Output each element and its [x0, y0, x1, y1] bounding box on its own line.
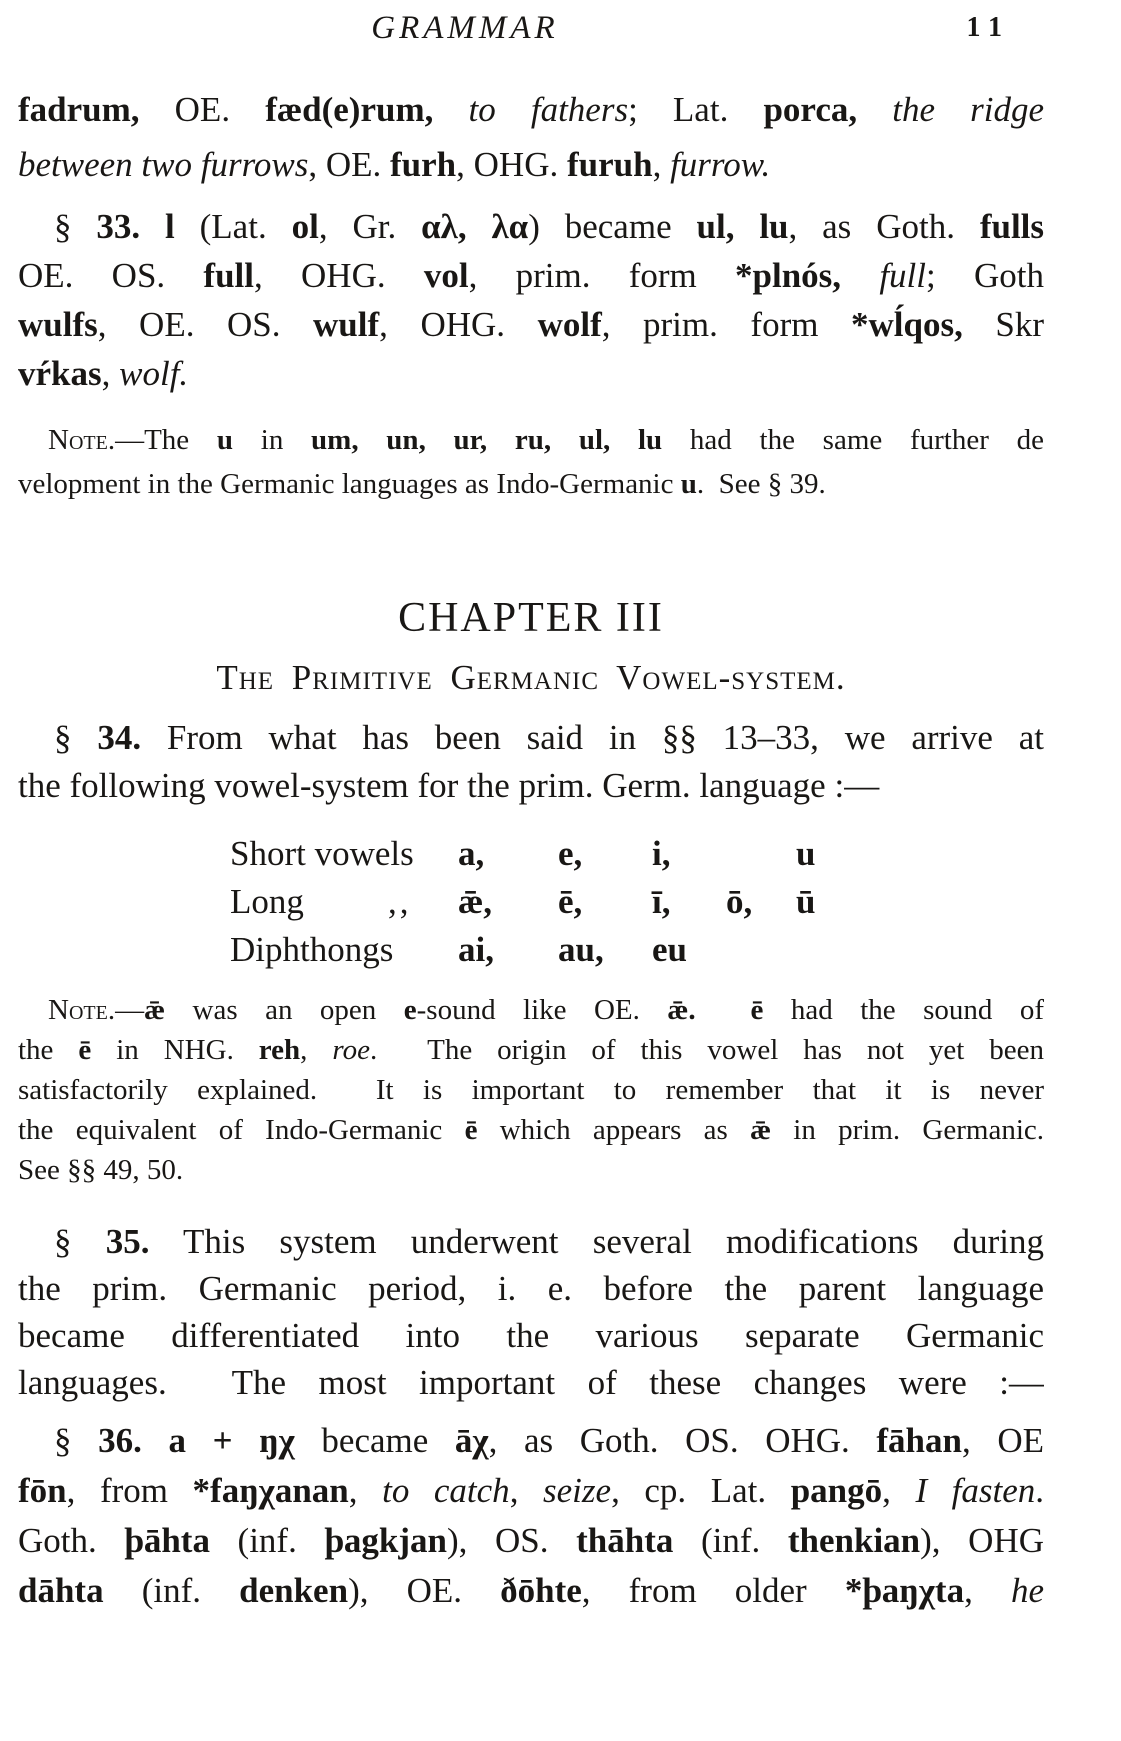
text-run: , as Goth. OS. OHG.: [488, 1421, 877, 1460]
paragraph-section-35: [18, 1218, 1044, 1406]
text-run: , OHG.: [456, 145, 567, 184]
text-run: a + ŋχ: [168, 1421, 295, 1460]
text-line: [18, 418, 1044, 462]
text-line: [18, 1416, 1044, 1466]
vowel-cell: ī,: [652, 882, 671, 921]
text-run: ul, lu: [696, 207, 789, 246]
text-run: , OHG.: [254, 256, 424, 295]
text-run: roe: [332, 1034, 370, 1066]
text-run: the ridge: [892, 90, 1044, 129]
vowel-cell: au,: [558, 930, 604, 969]
text-run: ), OE.: [348, 1571, 501, 1610]
text-run: reh: [258, 1034, 301, 1066]
text-run: e: [403, 994, 417, 1026]
text-run: ,: [652, 145, 671, 184]
text-run: porca,: [763, 90, 858, 129]
text-run: OE. OS.: [18, 256, 204, 295]
text-run: §: [54, 207, 97, 246]
text-run: (inf.: [673, 1521, 788, 1560]
text-run: þāhta: [124, 1521, 210, 1560]
text-run: the: [18, 1034, 79, 1066]
text-line: [18, 251, 1044, 300]
text-run: ,: [348, 1471, 383, 1510]
text-run: wolf: [537, 305, 602, 344]
text-line: [18, 1566, 1044, 1616]
text-run: *faŋχanan: [192, 1471, 349, 1510]
text-run: ,: [509, 1471, 544, 1510]
text-run: had the same further de: [662, 424, 1044, 456]
text-run: in NHG.: [91, 1034, 259, 1066]
text-run: wulf: [313, 305, 380, 344]
text-run: fāhan: [876, 1421, 962, 1460]
text-run: . The origin of this vowel has not yet been: [369, 1034, 1044, 1066]
text-run: to fathers: [468, 90, 629, 129]
paragraph-section-34: [18, 714, 1044, 810]
row-label: Long: [230, 882, 304, 921]
text-run: full: [879, 256, 927, 295]
text-run: , Gr.: [318, 207, 422, 246]
text-run: ,: [882, 1471, 916, 1510]
text-run: ǣ: [750, 1114, 772, 1146]
text-line: [18, 202, 1044, 251]
text-line: [18, 300, 1044, 349]
text-line: [18, 1516, 1044, 1566]
vowel-cell: u: [796, 834, 816, 873]
text-run: wolf.: [119, 354, 189, 393]
ditto-mark: ,,: [388, 882, 412, 921]
vowel-table: [230, 830, 890, 974]
text-run: .: [1035, 1471, 1044, 1510]
text-run: This system underwent several modifications during: [149, 1222, 1044, 1261]
text-run: , as Goth.: [788, 207, 980, 246]
note-vowel-system: [18, 990, 1044, 1190]
text-run: um, un, ur, ru, ul, lu: [311, 424, 663, 456]
row-label: Diphthongs: [230, 930, 394, 969]
text-run: ,: [101, 354, 120, 393]
text-run: §: [54, 718, 98, 757]
text-run: [140, 207, 165, 246]
text-run: , OE.: [308, 145, 391, 184]
text-run: —: [115, 994, 145, 1026]
text-run: became: [294, 1421, 455, 1460]
text-run: 34.: [97, 718, 142, 757]
text-run: fulls: [979, 207, 1044, 246]
text-run: ; Lat.: [628, 90, 764, 129]
text-run: āχ: [454, 1421, 489, 1460]
text-run: which appears as: [477, 1114, 751, 1146]
text-run: (Lat.: [174, 207, 292, 246]
vowel-cell: eu: [652, 930, 687, 969]
text-run: languages. The most important of these changes were :—: [18, 1363, 1044, 1402]
vowel-cell: ē,: [558, 882, 583, 921]
text-line: [18, 990, 1044, 1030]
text-run: dāhta: [18, 1571, 104, 1610]
text-run: satisfactorily explained. It is important to remember that it is never: [18, 1074, 1044, 1106]
text-line: [18, 762, 1044, 810]
text-line: [18, 1218, 1044, 1265]
text-run: fadrum,: [18, 90, 140, 129]
text-line: [18, 1466, 1044, 1516]
row-label: Short vowels: [230, 834, 414, 873]
text-run: ðōhte: [500, 1571, 582, 1610]
text-run: velopment in the Germanic languages as Indo-Germanic: [18, 468, 681, 500]
text-run: , prim. form: [601, 305, 851, 344]
text-run: vol: [423, 256, 469, 295]
text-run: 35.: [105, 1222, 150, 1261]
text-run: ǣ.: [667, 994, 696, 1026]
text-run: furh: [390, 145, 457, 184]
text-run: vŕkas: [18, 354, 102, 393]
vowel-cell: i,: [652, 834, 671, 873]
text-run: ol: [291, 207, 319, 246]
text-run: thāhta: [576, 1521, 674, 1560]
text-line: [18, 1265, 1044, 1312]
text-run: §: [54, 1421, 99, 1460]
text-run: to catch: [382, 1471, 510, 1510]
text-line: [18, 137, 1044, 192]
text-run: See §§ 49, 50.: [18, 1154, 184, 1186]
text-line: [18, 1312, 1044, 1359]
text-run: 33.: [96, 207, 141, 246]
text-run: fōn: [18, 1471, 67, 1510]
text-run: between two furrows: [18, 145, 309, 184]
text-line: [18, 714, 1044, 762]
vowel-cell: a,: [458, 834, 485, 873]
text-run: αλ, λα: [421, 207, 529, 246]
text-run: ǣ: [144, 994, 166, 1026]
text-run: From what has been said in §§ 13–33, we arrive at: [141, 718, 1044, 757]
chapter-heading: CHAPTER III: [398, 595, 664, 641]
text-run: [857, 90, 892, 129]
text-line: [18, 82, 1044, 137]
text-run: [433, 90, 468, 129]
text-run: seize: [543, 1471, 612, 1510]
text-run: þagkjan: [324, 1521, 448, 1560]
text-run: , OHG.: [379, 305, 538, 344]
text-run: , from: [66, 1471, 193, 1510]
text-run: , from older: [581, 1571, 845, 1610]
text-run: , cp. Lat.: [611, 1471, 791, 1510]
text-run: full: [203, 256, 254, 295]
text-run: [696, 994, 751, 1026]
text-line: [18, 1070, 1044, 1110]
vowel-table-row-diphthongs: [230, 926, 890, 974]
text-run: Note.: [48, 994, 116, 1026]
text-line: [18, 349, 1044, 398]
text-line: [18, 1110, 1044, 1150]
text-line: [18, 1150, 1044, 1190]
text-run: Note.: [48, 424, 116, 456]
text-run: u: [680, 468, 697, 500]
text-run: ,: [964, 1571, 1011, 1610]
text-run: the prim. Germanic period, i. e. before the parent language: [18, 1269, 1044, 1308]
vowel-table-row-long: [230, 878, 890, 926]
paragraph-intro-continuation: [18, 82, 1044, 192]
text-run: ), OS.: [447, 1521, 577, 1560]
text-run: , OE. OS.: [97, 305, 314, 344]
text-run: became differentiated into the various separate Germanic: [18, 1316, 1044, 1355]
text-run: ē: [78, 1034, 92, 1066]
text-run: l: [165, 207, 175, 246]
text-run: the following vowel-system for the prim. Germ. language :—: [18, 766, 880, 805]
text-run: [841, 256, 879, 295]
text-run: furrow.: [670, 145, 771, 184]
running-title: GRAMMAR: [371, 10, 559, 46]
vowel-cell: ǣ,: [458, 882, 493, 921]
text-run: OE.: [139, 90, 266, 129]
text-run: Skr: [962, 305, 1044, 344]
text-run: [142, 1421, 169, 1460]
text-run: *plnós,: [735, 256, 842, 295]
text-run: ; Goth: [926, 256, 1044, 295]
text-run: I fasten: [915, 1471, 1036, 1510]
chapter-subtitle: The Primitive Germanic Vowel-system.: [216, 658, 846, 697]
text-run: in prim. Germanic.: [771, 1114, 1044, 1146]
text-run: (inf.: [103, 1571, 240, 1610]
text-run: furuh: [566, 145, 653, 184]
vowel-cell: ō,: [726, 882, 753, 921]
text-line: [18, 1030, 1044, 1070]
text-run: u: [216, 424, 234, 456]
text-run: the equivalent of Indo-Germanic: [18, 1114, 465, 1146]
text-line: [18, 462, 1044, 506]
text-run: , prim. form: [468, 256, 736, 295]
text-run: ), OHG: [920, 1521, 1044, 1560]
text-run: thenkian: [787, 1521, 921, 1560]
paragraph-section-36: [18, 1416, 1044, 1616]
text-run: pangō: [790, 1471, 883, 1510]
text-run: ) became: [528, 207, 697, 246]
vowel-cell: ū: [796, 882, 816, 921]
text-run: *þaŋχta: [844, 1571, 965, 1610]
vowel-cell: ai,: [458, 930, 494, 969]
paragraph-section-33: [18, 202, 1044, 398]
text-run: fæd(e)rum,: [265, 90, 434, 129]
text-run: . See § 39.: [696, 468, 826, 500]
text-run: in: [233, 424, 312, 456]
vowel-table-row-short: [230, 830, 890, 878]
vowel-cell: e,: [558, 834, 583, 873]
text-run: 36.: [98, 1421, 142, 1460]
text-run: had the sound of: [763, 994, 1044, 1026]
text-run: he: [1010, 1571, 1044, 1610]
text-run: *wĺqos,: [851, 305, 963, 344]
text-run: ē: [464, 1114, 478, 1146]
text-run: §: [54, 1222, 106, 1261]
text-run: ē: [750, 994, 764, 1026]
text-run: —The: [115, 424, 217, 456]
text-line: [18, 1359, 1044, 1406]
text-run: Goth.: [18, 1521, 125, 1560]
text-run: ,: [300, 1034, 333, 1066]
text-run: denken: [239, 1571, 349, 1610]
text-run: wulfs: [18, 305, 98, 344]
text-run: (inf.: [209, 1521, 325, 1560]
text-run: , OE: [962, 1421, 1044, 1460]
page-number: 11: [966, 12, 1011, 43]
text-run: -sound like OE.: [416, 994, 668, 1026]
text-run: was an open: [165, 994, 404, 1026]
note-section-33: [18, 418, 1044, 506]
